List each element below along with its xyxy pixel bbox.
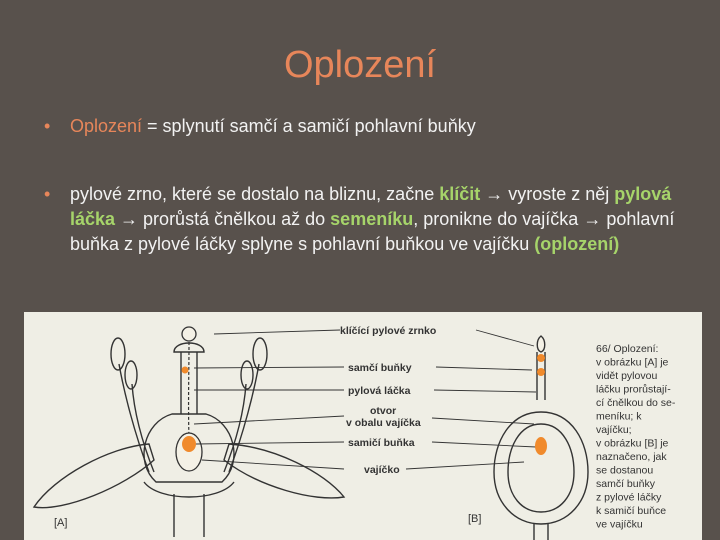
label-samci-bunky: samčí buňky xyxy=(348,362,412,374)
note-line: v obrázku [B] je xyxy=(596,437,669,450)
note-line: z pylové láčky xyxy=(596,491,662,504)
flower-stalk xyxy=(174,494,204,537)
note-line: naznačeno, jak xyxy=(596,451,667,463)
label-pylova-lacka: pylová láčka xyxy=(348,385,411,397)
bullet-definition xyxy=(44,114,684,139)
label-kliceni: klíčící pylové zrnko xyxy=(340,325,437,337)
leader-samici-b xyxy=(432,442,536,447)
note-line: vidět pylovou xyxy=(596,370,658,382)
stamen-left-2 xyxy=(132,384,154,472)
female-cell-b xyxy=(535,437,547,455)
leader-vajicko xyxy=(202,460,344,469)
anther-left xyxy=(111,338,125,370)
female-cell-a xyxy=(182,436,196,452)
tag-b: [B] xyxy=(468,513,482,525)
label-otvor: otvor xyxy=(370,405,397,417)
process-text-3: → prorůstá čnělkou až do xyxy=(115,209,331,229)
keyword-pylova-lacka: pylová láčka xyxy=(70,184,672,229)
definition-text: = splynutí samčí a samičí pohlavní buňky xyxy=(142,116,476,136)
keyword-klicit: klíčit xyxy=(439,184,481,204)
stamen-right-2 xyxy=(224,384,246,472)
leader-kliceni-b xyxy=(476,330,534,346)
slide-title: Oplození xyxy=(283,44,437,86)
tag-a: [A] xyxy=(54,517,68,529)
note-line: k samičí buňce xyxy=(596,505,667,517)
bullet-process xyxy=(44,182,684,257)
keyword-semenik: semeníku xyxy=(330,209,414,229)
leader-samci xyxy=(194,367,344,368)
flower-fertilization-diagram xyxy=(24,312,702,540)
note-line: v obrázku [A] je xyxy=(596,356,669,369)
note-line: vajíčku; xyxy=(596,424,632,436)
bullet-text xyxy=(44,114,684,139)
keyword-oplozeni: (oplození) xyxy=(534,234,620,254)
leader-otvor xyxy=(194,416,344,424)
petal-left xyxy=(34,444,154,508)
note-line: láčku prorůstají- xyxy=(596,383,671,396)
process-text-1: pylové zrno, které se dostalo na bliznu, začne xyxy=(70,184,440,204)
anther-right-2 xyxy=(241,361,253,389)
anther-left-2 xyxy=(125,361,137,389)
textbook-figure xyxy=(24,312,702,540)
label-samici-bunka: samičí buňka xyxy=(348,437,415,449)
note-line: ve vajíčku xyxy=(596,518,643,531)
leader-kliceni xyxy=(214,330,340,334)
note-text xyxy=(596,343,676,531)
bullet-dot: • xyxy=(44,184,51,204)
leader-vajicko-b xyxy=(406,462,524,469)
note-line: se dostanou xyxy=(596,464,654,477)
male-cell-b-2 xyxy=(537,368,545,376)
bullet-dot: • xyxy=(44,116,51,136)
note-line: meníku; k xyxy=(596,410,642,423)
bullet-text xyxy=(44,182,684,257)
funiculus-b xyxy=(534,524,548,540)
process-text-4: , pronikne do vajíčka → pohlavní buňka z pylové láčky splyne s pohlavní buňkou ve vajíčku xyxy=(70,209,675,254)
note-line: 66/ Oplození: xyxy=(596,343,659,355)
receptacle xyxy=(144,482,234,497)
leader-samici xyxy=(196,442,344,444)
pollen-tube-b xyxy=(537,336,545,352)
leader-samci-b xyxy=(436,367,532,370)
note-line: cí čnělkou do se- xyxy=(596,397,676,409)
male-cell-b xyxy=(537,354,545,362)
label-vajicko: vajíčko xyxy=(364,464,400,476)
anther-right xyxy=(253,338,267,370)
petal-right xyxy=(224,444,344,498)
male-cell-a xyxy=(182,367,189,374)
pollen-grain xyxy=(182,327,196,341)
note-line: samčí buňky xyxy=(596,478,655,490)
label-otvor-2: v obalu vajíčka xyxy=(346,417,421,429)
process-text-2: → vyroste z něj xyxy=(480,184,615,204)
definition-term: Oplození xyxy=(70,116,143,136)
leader-lacka-b xyxy=(434,390,536,392)
